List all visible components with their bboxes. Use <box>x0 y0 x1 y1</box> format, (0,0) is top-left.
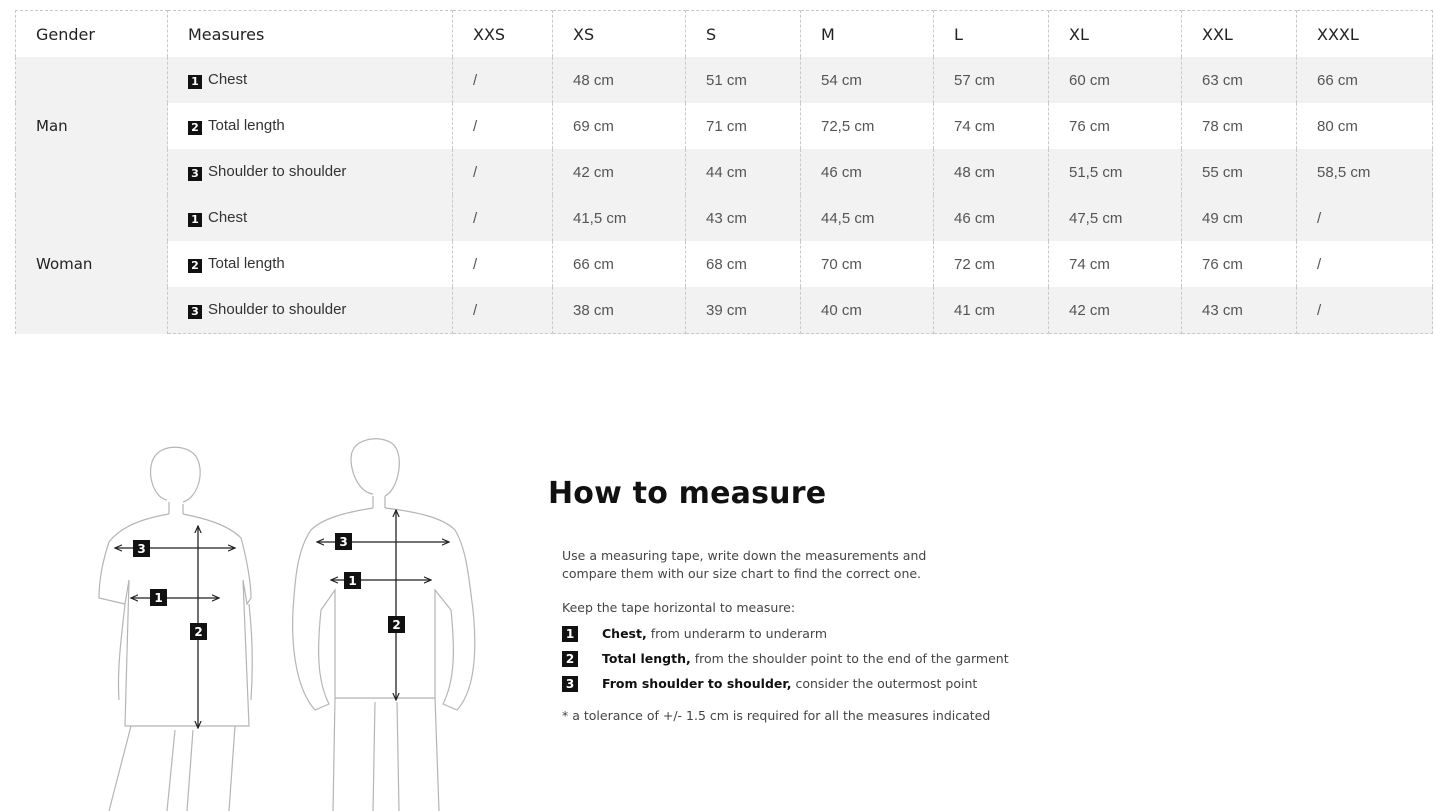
number-badge: 3 <box>188 167 202 181</box>
how-to-title: How to measure <box>548 476 827 511</box>
size-value-cell: / <box>1297 195 1433 241</box>
size-value-cell: / <box>1297 287 1433 334</box>
svg-text:1: 1 <box>348 574 357 588</box>
measuring-illustration <box>85 430 505 811</box>
header-size-l: L <box>934 11 1049 58</box>
size-value-cell: 44 cm <box>686 149 801 195</box>
size-value-cell: 49 cm <box>1182 195 1297 241</box>
size-value-cell: / <box>453 241 553 287</box>
size-value-cell: 80 cm <box>1297 103 1433 149</box>
man-figure-icon <box>293 439 475 811</box>
number-badge: 3 <box>188 305 202 319</box>
instruction-text: from the shoulder point to the end of the garment <box>694 651 1009 666</box>
size-value-cell: 51 cm <box>686 57 801 103</box>
size-value-cell: 68 cm <box>686 241 801 287</box>
svg-text:2: 2 <box>392 618 401 632</box>
size-value-cell: 43 cm <box>1182 287 1297 334</box>
size-value-cell: / <box>453 57 553 103</box>
keep-tape-label: Keep the tape horizontal to measure: <box>562 600 796 615</box>
header-size-s: S <box>686 11 801 58</box>
size-value-cell: 41,5 cm <box>553 195 686 241</box>
size-value-cell: 63 cm <box>1182 57 1297 103</box>
size-value-cell: 47,5 cm <box>1049 195 1182 241</box>
size-value-cell: 38 cm <box>553 287 686 334</box>
size-value-cell: 42 cm <box>1049 287 1182 334</box>
size-value-cell: 42 cm <box>553 149 686 195</box>
number-badge: 1 <box>188 213 202 227</box>
svg-text:3: 3 <box>137 542 146 556</box>
measure-cell <box>168 287 453 334</box>
instruction-item <box>562 621 1108 646</box>
size-value-cell: 48 cm <box>553 57 686 103</box>
size-value-cell: / <box>453 103 553 149</box>
measure-cell <box>168 149 453 195</box>
measure-label: Chest <box>208 71 248 88</box>
header-size-xl: XL <box>1049 11 1182 58</box>
header-size-xs: XS <box>553 11 686 58</box>
instruction-text: from underarm to underarm <box>650 626 828 641</box>
how-to-intro: Use a measuring tape, write down the measurements and compare them with our size chart to find the correct one. <box>562 548 927 581</box>
header-size-m: M <box>801 11 934 58</box>
size-chart-table <box>15 10 1433 334</box>
size-value-cell: 72 cm <box>934 241 1049 287</box>
size-value-cell: 76 cm <box>1049 103 1182 149</box>
number-badge: 2 <box>188 259 202 273</box>
measure-instructions-list <box>562 621 1108 696</box>
size-value-cell: 48 cm <box>934 149 1049 195</box>
marker-badge-3 <box>335 533 352 550</box>
number-badge: 1 <box>562 626 578 642</box>
table-row <box>16 287 1433 334</box>
marker-badge-1 <box>344 572 361 589</box>
number-badge: 2 <box>562 651 578 667</box>
size-value-cell: 76 cm <box>1182 241 1297 287</box>
size-value-cell: 55 cm <box>1182 149 1297 195</box>
size-value-cell: 41 cm <box>934 287 1049 334</box>
number-badge: 2 <box>188 121 202 135</box>
size-value-cell: 39 cm <box>686 287 801 334</box>
instruction-bold: Total length, <box>602 651 691 666</box>
measure-cell <box>168 57 453 103</box>
table-row <box>16 103 1433 149</box>
size-value-cell: 40 cm <box>801 287 934 334</box>
size-value-cell: 66 cm <box>1297 57 1433 103</box>
number-badge: 3 <box>562 676 578 692</box>
instruction-bold: Chest, <box>602 626 647 641</box>
size-value-cell: 74 cm <box>934 103 1049 149</box>
size-value-cell: 57 cm <box>934 57 1049 103</box>
header-gender: Gender <box>16 11 168 58</box>
measure-cell <box>168 241 453 287</box>
tolerance-note: * a tolerance of +/- 1.5 cm is required for all the measures indicated <box>562 708 991 723</box>
gender-cell: Woman <box>16 195 168 334</box>
size-value-cell: 58,5 cm <box>1297 149 1433 195</box>
table-row <box>16 149 1433 195</box>
instruction-item <box>562 646 1108 671</box>
size-value-cell: 70 cm <box>801 241 934 287</box>
measure-label: Shoulder to shoulder <box>208 163 347 180</box>
table-header-row <box>16 11 1433 58</box>
header-size-xxl: XXL <box>1182 11 1297 58</box>
svg-text:2: 2 <box>194 625 203 639</box>
table-body <box>16 57 1433 334</box>
measure-cell <box>168 195 453 241</box>
how-to-measure-section <box>548 476 1108 723</box>
woman-figure-icon <box>99 447 252 811</box>
size-value-cell: 51,5 cm <box>1049 149 1182 195</box>
measure-label: Total length <box>208 117 285 134</box>
size-value-cell: 46 cm <box>801 149 934 195</box>
number-badge: 1 <box>188 75 202 89</box>
header-size-xxs: XXS <box>453 11 553 58</box>
table-row <box>16 241 1433 287</box>
size-value-cell: 72,5 cm <box>801 103 934 149</box>
instruction-text: consider the outermost point <box>795 676 978 691</box>
table-row <box>16 57 1433 103</box>
size-value-cell: 44,5 cm <box>801 195 934 241</box>
size-value-cell: / <box>453 149 553 195</box>
table-row <box>16 195 1433 241</box>
size-value-cell: 78 cm <box>1182 103 1297 149</box>
marker-badge-2 <box>190 623 207 640</box>
size-value-cell: 66 cm <box>553 241 686 287</box>
size-value-cell: 74 cm <box>1049 241 1182 287</box>
header-measures: Measures <box>168 11 453 58</box>
marker-badge-2 <box>388 616 405 633</box>
gender-cell: Man <box>16 57 168 195</box>
size-value-cell: 69 cm <box>553 103 686 149</box>
size-value-cell: 71 cm <box>686 103 801 149</box>
marker-badge-1 <box>150 589 167 606</box>
size-value-cell: 46 cm <box>934 195 1049 241</box>
measure-label: Total length <box>208 255 285 272</box>
size-value-cell: 54 cm <box>801 57 934 103</box>
size-value-cell: 43 cm <box>686 195 801 241</box>
svg-text:3: 3 <box>339 535 348 549</box>
size-value-cell: / <box>1297 241 1433 287</box>
svg-text:1: 1 <box>154 591 163 605</box>
size-value-cell: / <box>453 287 553 334</box>
header-size-xxxl: XXXL <box>1297 11 1433 58</box>
instruction-item <box>562 671 1108 696</box>
measure-label: Shoulder to shoulder <box>208 301 347 318</box>
marker-badge-3 <box>133 540 150 557</box>
size-value-cell: 60 cm <box>1049 57 1182 103</box>
measure-cell <box>168 103 453 149</box>
size-value-cell: / <box>453 195 553 241</box>
measure-label: Chest <box>208 209 248 226</box>
instruction-bold: From shoulder to shoulder, <box>602 676 792 691</box>
